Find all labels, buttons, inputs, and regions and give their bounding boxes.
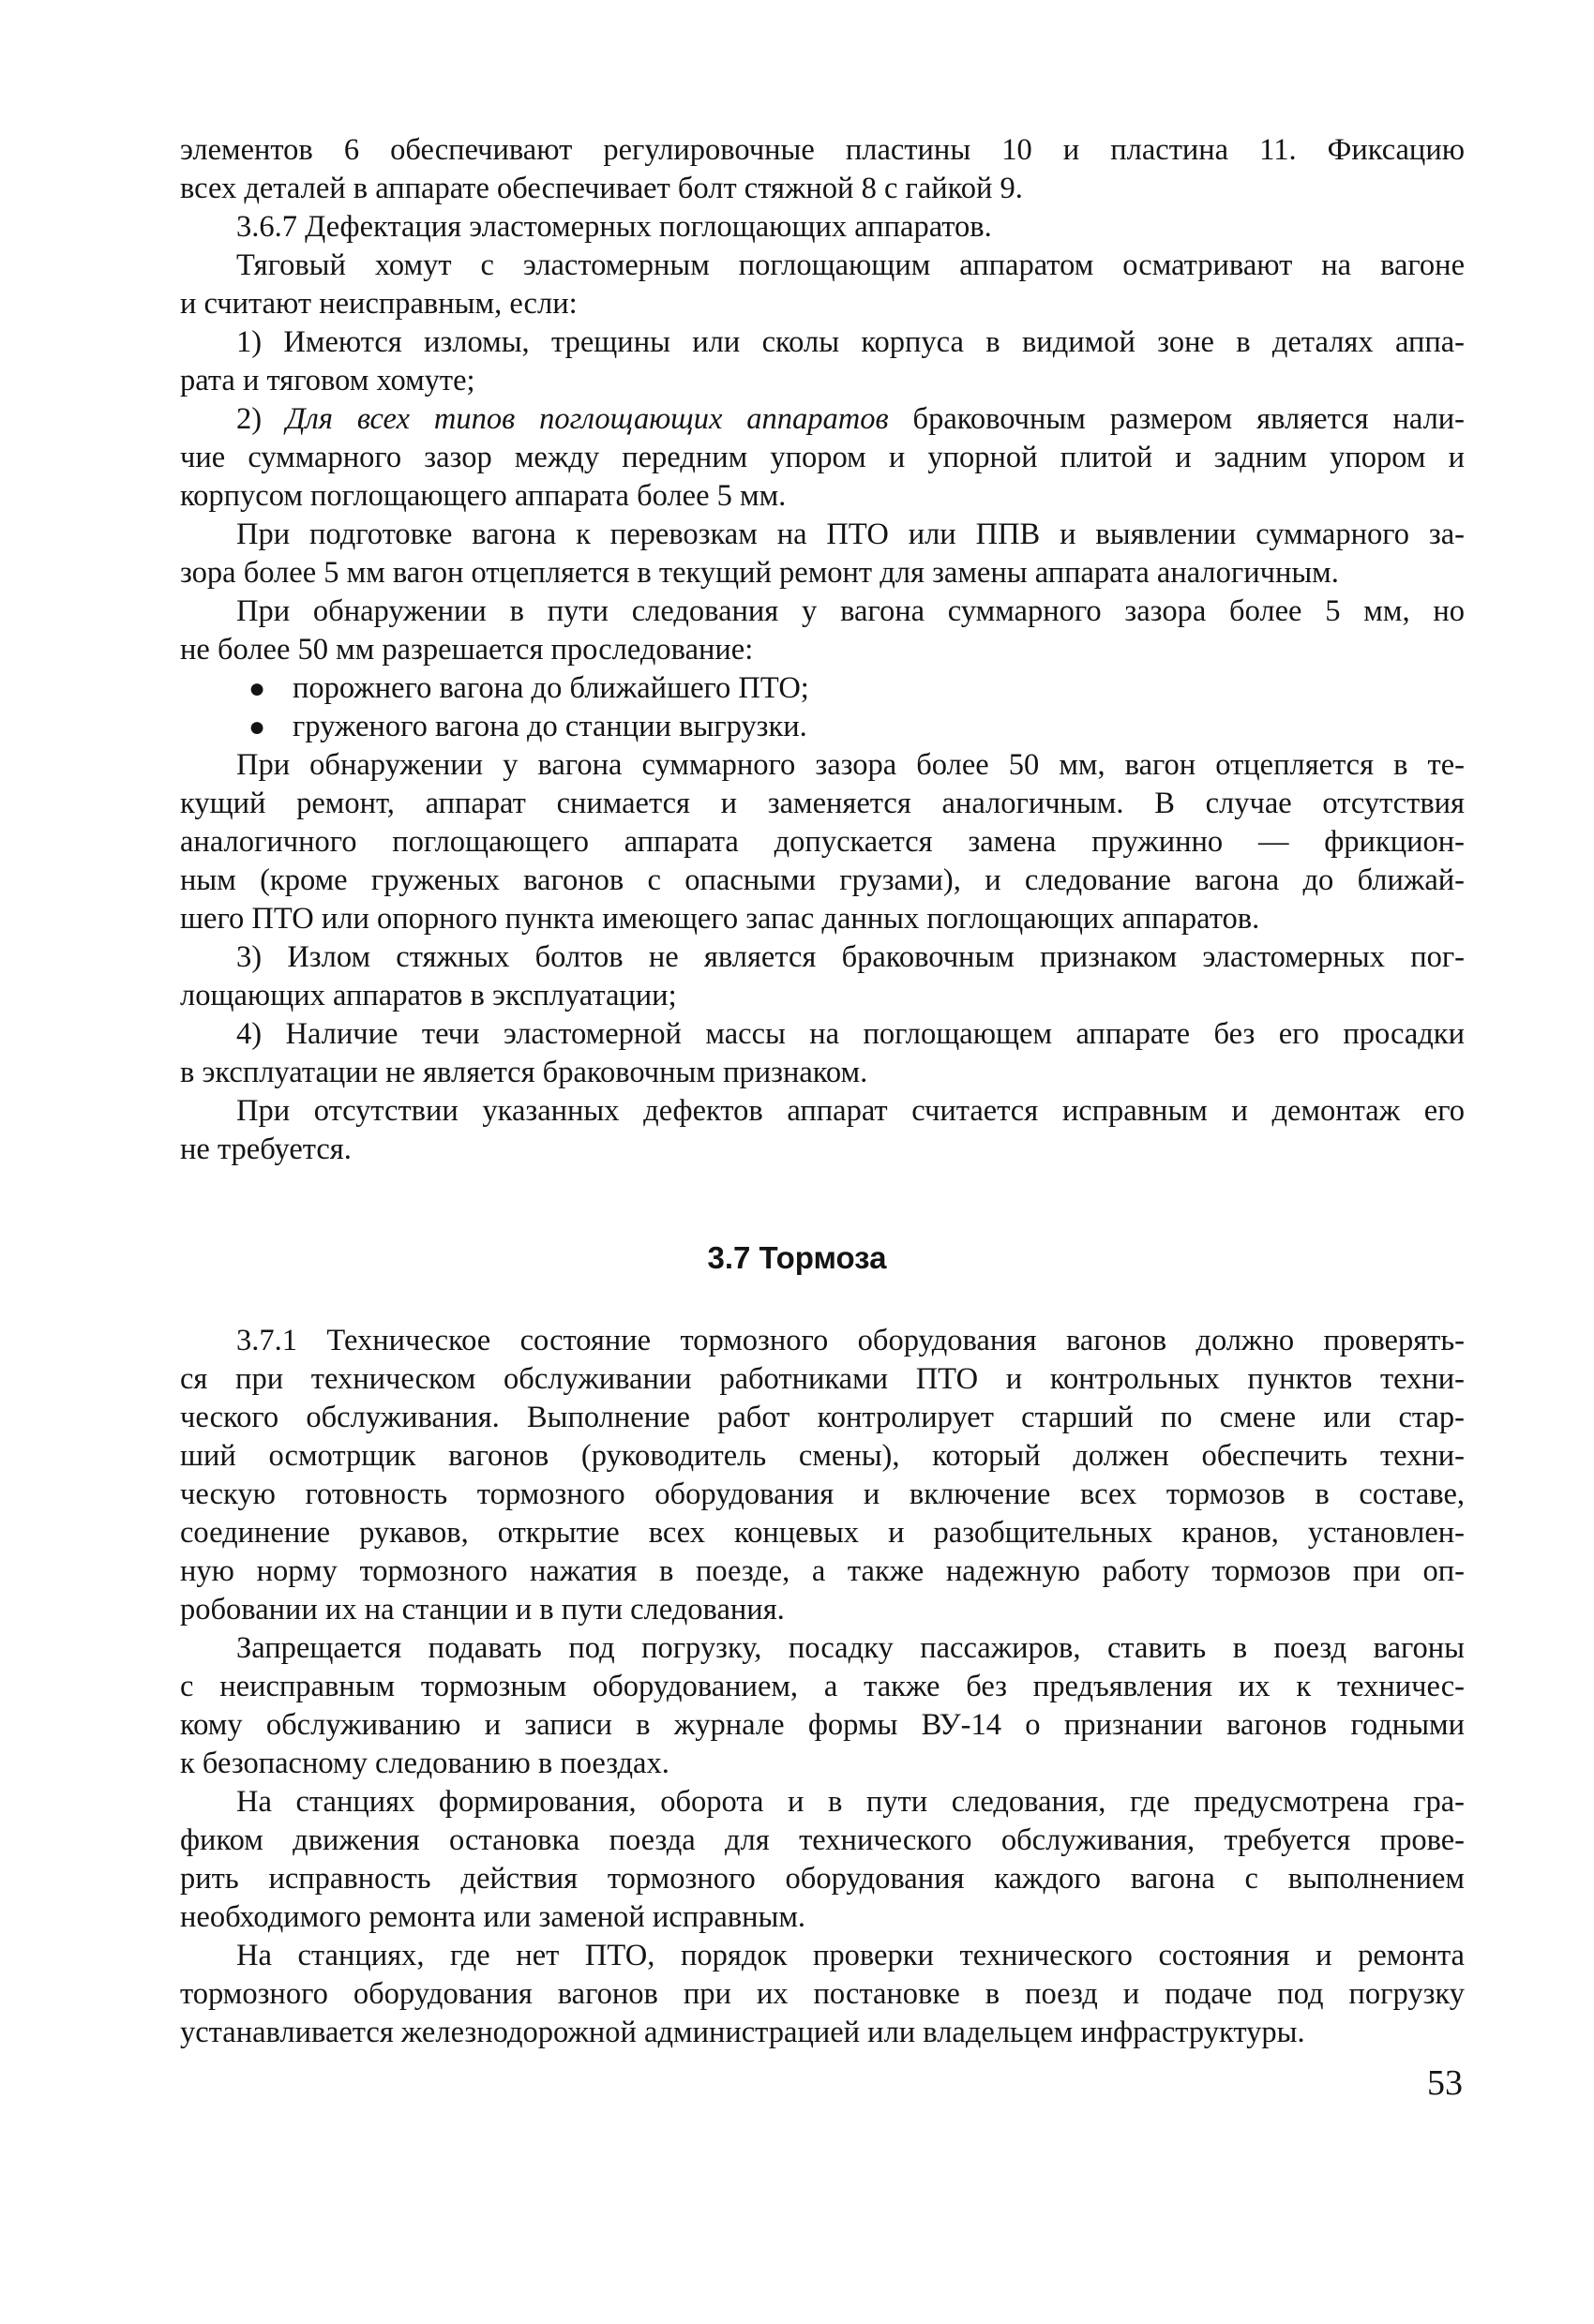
text-line: зора более 5 мм вагон отцепляется в текущий ремонт для замены аппарата аналогичным.: [180, 556, 1339, 590]
text-line: Запрещается подавать под погрузку, посадку пассажиров, ставить в поезд вагоны: [236, 1631, 1465, 1665]
text-line: фиком движения остановка поезда для технического обслуживания, требуется прове-: [180, 1823, 1465, 1857]
text-line: робовании их на станции и в пути следования.: [180, 1593, 785, 1627]
text-line: рата и тяговом хомуте;: [180, 364, 475, 397]
text-line: На станциях формирования, оборота и в пути следования, где предусмотрена гра-: [236, 1785, 1465, 1819]
item-2-rest: браковочным размером является нали-: [888, 402, 1465, 436]
bullet-text: груженого вагона до станции выгрузки.: [293, 710, 807, 743]
list-item: [180, 708, 1465, 746]
item-2-line-3: корпусом поглощающего аппарата более 5 мм.: [180, 479, 787, 513]
text-line: необходимого ремонта или заменой исправным.: [180, 1900, 806, 1934]
text-line: 1) Имеются изломы, трещины или сколы корпуса в видимой зоне в деталях аппа-: [236, 325, 1465, 359]
text-line: ную норму тормозного нажатия в поезде, а также надежную работу тормозов при оп-: [180, 1554, 1465, 1588]
text-line: Тяговый хомут с эластомерным поглощающим аппаратом осматривают на вагоне: [236, 248, 1465, 282]
text-line: При подготовке вагона к перевозкам на ПТО или ППВ и выявлении суммарного за-: [236, 517, 1465, 551]
after-lines: [180, 516, 1465, 669]
item-2-line-2: чие суммарного зазор между передним упором и упорной плитой и задним упором и: [180, 441, 1465, 474]
text-line: аналогичного поглощающего аппарата допускается замена пружинно — фрикцион-: [180, 825, 1465, 859]
text-line: не более 50 мм разрешается проследование:: [180, 633, 754, 667]
text-line: кому обслуживанию и записи в журнале формы ВУ-14 о признании вагонов годными: [180, 1708, 1465, 1742]
item-2-prefix: 2): [236, 402, 286, 436]
text-line: соединение рукавов, открытие всех концевых и разобщительных кранов, установлен-: [180, 1516, 1465, 1550]
text-line: При обнаружении у вагона суммарного зазора более 50 мм, вагон отцепляется в те-: [236, 748, 1465, 782]
text-line: ным (кроме груженых вагонов с опасными грузами), и следование вагона до ближай-: [180, 863, 1465, 897]
page-number: 53: [1427, 2063, 1463, 2103]
text-line: элементов 6 обеспечивают регулировочные пластины 10 и пластина 11. Фиксацию: [180, 133, 1465, 167]
section-body: [180, 1322, 1465, 2052]
text-line: ческую готовность тормозного оборудования и включение всех тормозов в составе,: [180, 1477, 1465, 1511]
text-line: в эксплуатации не является браковочным признаком.: [180, 1056, 868, 1089]
text-line: ший осмотрщик вагонов (руководитель смены), который должен обеспечить техни-: [180, 1439, 1465, 1473]
bullet-text: порожнего вагона до ближайшего ПТО;: [293, 671, 809, 705]
text-line: ческого обслуживания. Выполнение работ контролирует старший по смене или стар-: [180, 1401, 1465, 1434]
final-lines: [180, 746, 1465, 1169]
text-line: устанавливается железнодорожной администрацией или владельцем инфраструктуры.: [180, 2016, 1305, 2049]
bullet-icon: ●: [248, 712, 266, 742]
text-line: к безопасному следованию в поездах.: [180, 1747, 669, 1780]
text-line: и считают неисправным, если:: [180, 287, 578, 321]
text-line: 4) Наличие течи эластомерной массы на поглощающем аппарате без его просадки: [236, 1017, 1465, 1051]
bullet-list: [180, 669, 1465, 746]
text-line: лощающих аппаратов в эксплуатации;: [180, 979, 677, 1012]
item-2-line-1: [180, 400, 1465, 439]
top-lines: [180, 131, 1465, 400]
text-line: При отсутствии указанных дефектов аппарат считается исправным и демонтаж его: [236, 1094, 1465, 1128]
text-line: ся при техническом обслуживании работниками ПТО и контрольных пунктов техни-: [180, 1362, 1465, 1396]
text-line: 3) Излом стяжных болтов не является браковочным признаком эластомерных пог-: [236, 940, 1465, 974]
list-item: [180, 669, 1465, 708]
text-line: с неисправным тормозным оборудованием, а также без предъявления их к техничес-: [180, 1670, 1465, 1703]
text-line: кущий ремонт, аппарат снимается и заменяется аналогичным. В случае отсутствия: [180, 787, 1465, 820]
text-line: 3.7.1 Техническое состояние тормозного оборудования вагонов должно проверять-: [236, 1324, 1465, 1357]
section-heading: 3.7 Тормоза: [707, 1240, 887, 1275]
text-line: тормозного оборудования вагонов при их постановке в поезд и подаче под погрузку: [180, 1977, 1465, 2011]
bullet-icon: ●: [248, 673, 266, 704]
item-2-italic: Для всех типов поглощающих аппаратов: [285, 402, 889, 436]
text-line: не требуется.: [180, 1132, 352, 1166]
text-line: шего ПТО или опорного пункта имеющего запас данных поглощающих аппаратов.: [180, 902, 1260, 936]
text-line: 3.6.7 Дефектация эластомерных поглощающих аппаратов.: [236, 210, 992, 244]
text-line: рить исправность действия тормозного оборудования каждого вагона с выполнением: [180, 1862, 1465, 1896]
text-line: всех деталей в аппарате обеспечивает болт стяжной 8 с гайкой 9.: [180, 172, 1023, 205]
text-line: На станциях, где нет ПТО, порядок проверки технического состояния и ремонта: [236, 1939, 1465, 1972]
text-line: При обнаружении в пути следования у вагона суммарного зазора более 5 мм, но: [236, 594, 1465, 628]
item-2-paragraph: [180, 400, 1465, 516]
page-body-top: [180, 131, 1465, 1169]
